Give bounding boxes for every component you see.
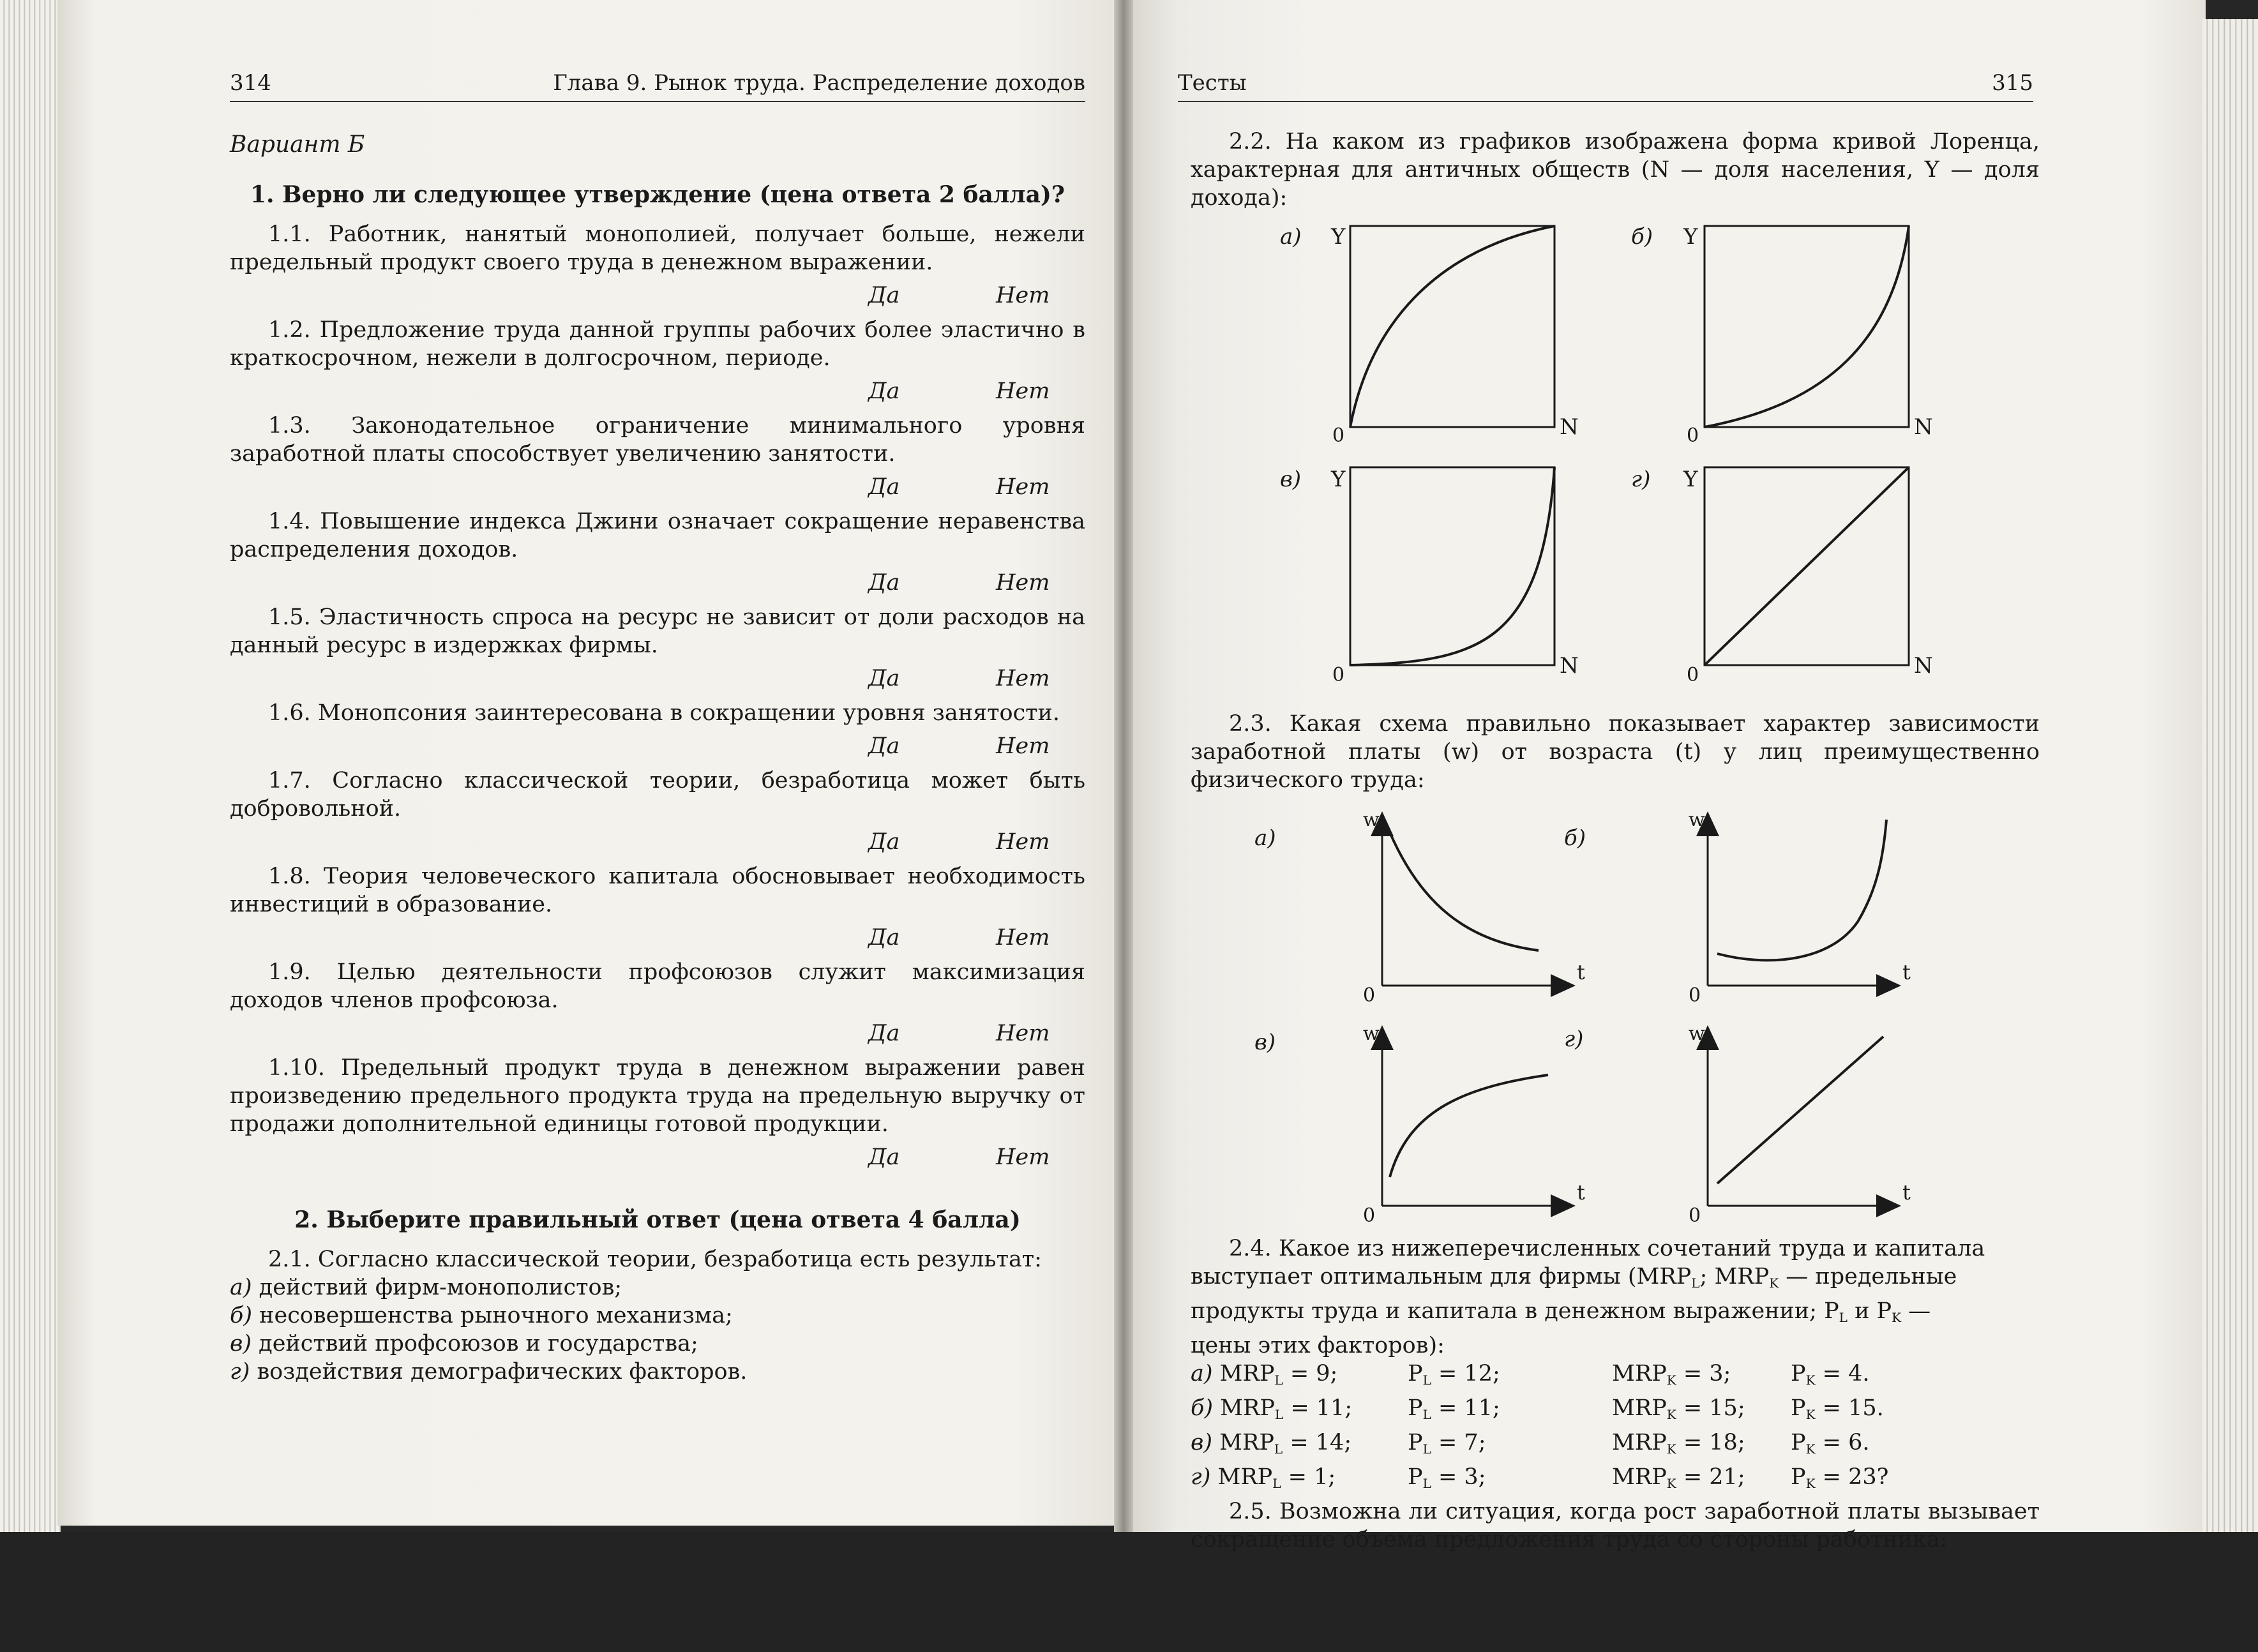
- answer-yes: Да: [868, 1145, 900, 1170]
- wage-graph-v: [1254, 1023, 1585, 1227]
- wage-a-origin: 0: [1363, 984, 1376, 1007]
- answer-yes: Да: [868, 570, 900, 596]
- question-1-9: 1.9. Целью деятельности профсоюзов служит максимизация доходов членов профсоюза.: [230, 959, 1085, 1013]
- wage-g-x-label: t: [1902, 1180, 1911, 1205]
- lorenz-g-line: [1705, 467, 1909, 665]
- left-running-head: [230, 70, 1085, 102]
- section1-title: 1. Верно ли следующее утверждение (цена ответа 2 балла)?: [250, 181, 1065, 208]
- q21-option: г) воздействия демографических факторов.: [230, 1359, 748, 1385]
- answer-yes: Да: [868, 925, 900, 950]
- wage-g-origin: 0: [1689, 1205, 1701, 1227]
- wage-b-curve: [1717, 820, 1886, 960]
- wage-label-a: а): [1254, 825, 1276, 851]
- true-false-questions: [230, 220, 1085, 1171]
- q24-option-mrpk: $MRP_K = 3$;: [1612, 1361, 1731, 1388]
- right-page-number: 315: [1992, 70, 2033, 96]
- q24-line3: продукты труда и капитала в денежном выражении; $P_L$ и $P_K$ —: [1191, 1298, 1931, 1325]
- question-1-1: 1.1. Работник, нанятый монополией, получает больше, нежели предельный продукт своего труда в денежном выражении.: [230, 222, 1085, 275]
- lorenz-v-y-label: Y: [1331, 467, 1346, 492]
- question-1-8: 1.8. Теория человеческого капитала обосновывает необходимость инвестиций в образование.: [230, 864, 1085, 917]
- question-1-3: 1.3. Законодательное ограничение минимального уровня заработной платы способствует увеличению занятости.: [230, 413, 1085, 467]
- question-2-4: [1191, 1235, 2040, 1498]
- left-page-number: 314: [230, 70, 271, 96]
- q24-option-mrpl: г) $MRP_L = 1$;: [1191, 1464, 1336, 1491]
- answer-yes: Да: [868, 1021, 900, 1046]
- lorenz-g-x-label: N: [1914, 653, 1933, 679]
- wage-b-y-label: w: [1689, 809, 1705, 831]
- question-2-4-options: [1191, 1360, 2040, 1498]
- wage-b-origin: 0: [1689, 984, 1701, 1007]
- lorenz-label-b: б): [1631, 224, 1653, 250]
- lorenz-v-box: [1350, 467, 1554, 665]
- question-2-1: 2.1. Согласно классической теории, безработица есть результат:: [268, 1247, 1042, 1272]
- lorenz-a-x-label: N: [1560, 414, 1579, 440]
- answer-no: Нет: [996, 1021, 1050, 1046]
- wage-label-b: б): [1564, 825, 1586, 851]
- q24-option-pk: $P_K = 15$.: [1791, 1395, 1884, 1422]
- lorenz-label-v: в): [1280, 467, 1302, 492]
- q24-option-pl: $P_L = 12$;: [1408, 1361, 1500, 1388]
- q24-option-mrpk: $MRP_K = 21$;: [1612, 1464, 1745, 1491]
- question-1-7: 1.7. Согласно классической теории, безработица может быть добровольной.: [230, 768, 1085, 822]
- lorenz-a-origin: 0: [1332, 424, 1345, 447]
- lorenz-g-origin: 0: [1687, 664, 1699, 686]
- answer-yes: Да: [868, 283, 900, 308]
- question-1-4: 1.4. Повышение индекса Джини означает сокращение неравенства распределения доходов.: [230, 509, 1085, 562]
- wage-graphs-svg: [1191, 794, 2040, 1235]
- question-2-1-options: [230, 1273, 1085, 1386]
- question-1-2: 1.2. Предложение труда данной группы рабочих более эластично в краткосрочном, нежели в долгосрочном, периоде.: [230, 317, 1085, 371]
- q24-line2: выступает оптимальным для фирмы ($MRP_L$; $MRP_K$ — предельные: [1191, 1264, 1957, 1291]
- answer-choices: [230, 924, 1085, 952]
- q21-option: б) несовершенства рыночного механизма;: [230, 1303, 733, 1328]
- lorenz-b-curve: [1705, 226, 1909, 427]
- q24-line1: 2.4. Какое из нижеперечисленных сочетаний труда и капитала: [1229, 1236, 1985, 1261]
- answer-yes: Да: [868, 474, 900, 500]
- answer-no: Нет: [996, 283, 1050, 308]
- left-column: [230, 131, 1085, 1386]
- answer-no: Нет: [996, 925, 1050, 950]
- answer-yes: Да: [868, 829, 900, 855]
- lorenz-label-g: г): [1631, 467, 1651, 492]
- page-edges-right: [2202, 19, 2258, 1564]
- answer-no: Нет: [996, 379, 1050, 404]
- lorenz-v-origin: 0: [1332, 664, 1345, 686]
- wage-label-v: в): [1254, 1030, 1276, 1055]
- answer-yes: Да: [868, 379, 900, 404]
- wage-v-y-label: w: [1363, 1023, 1380, 1045]
- answer-yes: Да: [868, 733, 900, 759]
- answer-choices: [230, 732, 1085, 760]
- wage-g-line: [1717, 1037, 1883, 1183]
- lorenz-graph-b: [1631, 224, 1933, 447]
- question-1-10: 1.10. Предельный продукт труда в денежном выражении равен произведению предельного продукта труда на предельную выручку от продажи дополнительной единицы готовой продукции.: [230, 1055, 1085, 1137]
- lorenz-v-x-label: N: [1560, 653, 1579, 679]
- q24-option-pk: $P_K = 23$?: [1791, 1464, 1889, 1491]
- q24-line4: цены этих факторов):: [1191, 1333, 1445, 1358]
- right-running-title: Тесты: [1178, 70, 1247, 96]
- page-edges-left: [0, 0, 61, 1551]
- lorenz-a-box: [1350, 226, 1554, 427]
- q24-option-mrpk: $MRP_K = 18$;: [1612, 1430, 1745, 1457]
- wage-v-curve: [1390, 1075, 1548, 1177]
- question-2-5: 2.5. Возможна ли ситуация, когда рост заработной платы вызывает сокращение объема предложения труда со стороны работника:: [1191, 1499, 2040, 1552]
- lorenz-graphs: [1191, 212, 2040, 710]
- question-2-3: 2.3. Какая схема правильно показывает характер зависимости заработной платы (w) от возраста (t) у лиц преимущественно физического труда:: [1191, 711, 2040, 793]
- wage-graph-b: [1564, 809, 1911, 1007]
- q24-option-pk: $P_K = 4$.: [1791, 1361, 1870, 1388]
- wage-a-y-label: w: [1363, 809, 1380, 831]
- variant-heading: Вариант Б: [230, 131, 365, 158]
- answer-no: Нет: [996, 829, 1050, 855]
- answer-no: Нет: [996, 570, 1050, 596]
- wage-graph-g: [1564, 1023, 1911, 1227]
- lorenz-b-y-label: Y: [1683, 224, 1698, 250]
- lorenz-graph-g: [1631, 467, 1933, 686]
- lorenz-v-curve: [1350, 467, 1554, 665]
- lorenz-graph-a: [1280, 224, 1579, 447]
- q21-option: в) действий профсоюзов и государства;: [230, 1331, 698, 1356]
- q21-option: а) действий фирм-монополистов;: [230, 1275, 622, 1300]
- q24-option-pl: $P_L = 3$;: [1408, 1464, 1486, 1491]
- answer-no: Нет: [996, 1145, 1050, 1170]
- book-gutter: [1114, 0, 1133, 1558]
- answer-choices: [230, 473, 1085, 501]
- answer-yes: Да: [868, 666, 900, 691]
- lorenz-graph-v: [1280, 467, 1579, 686]
- wage-a-x-label: t: [1577, 960, 1585, 984]
- wage-b-x-label: t: [1902, 960, 1911, 984]
- lorenz-graphs-svg: [1191, 212, 2040, 710]
- wage-label-g: г): [1564, 1026, 1584, 1052]
- lorenz-b-x-label: N: [1914, 414, 1933, 440]
- left-running-title: Глава 9. Рынок труда. Распределение доходов: [553, 70, 1085, 96]
- answer-no: Нет: [996, 733, 1050, 759]
- q24-option-mrpk: $MRP_K = 15$;: [1612, 1395, 1745, 1422]
- answer-choices: [230, 1019, 1085, 1048]
- wage-a-curve: [1390, 832, 1539, 950]
- wage-g-y-label: w: [1689, 1023, 1705, 1045]
- answer-no: Нет: [996, 474, 1050, 500]
- q24-option-pl: $P_L = 11$;: [1408, 1395, 1500, 1422]
- wage-graphs: [1191, 794, 2040, 1235]
- answer-choices: [230, 828, 1085, 856]
- q24-option-mrpl: в) $MRP_L = 14$;: [1191, 1430, 1352, 1457]
- right-column: [1191, 128, 2040, 1554]
- wage-v-origin: 0: [1363, 1205, 1376, 1227]
- answer-choices: [230, 1143, 1085, 1171]
- wage-graph-a: [1254, 809, 1585, 1007]
- question-1-5: 1.5. Эластичность спроса на ресурс не зависит от доли расходов на данный ресурс в издержках фирмы.: [230, 604, 1085, 658]
- lorenz-g-y-label: Y: [1683, 467, 1698, 492]
- lorenz-a-y-label: Y: [1331, 224, 1346, 250]
- lorenz-b-box: [1705, 226, 1909, 427]
- wage-v-x-label: t: [1577, 1180, 1585, 1205]
- answer-no: Нет: [996, 666, 1050, 691]
- answer-choices: [230, 569, 1085, 597]
- q24-option-pl: $P_L = 7$;: [1408, 1430, 1486, 1457]
- q24-option-mrpl: б) $MRP_L = 11$;: [1191, 1395, 1353, 1422]
- lorenz-b-origin: 0: [1687, 424, 1699, 447]
- section2-title: 2. Выберите правильный ответ (цена ответа 4 балла): [294, 1206, 1021, 1233]
- answer-choices: [230, 282, 1085, 310]
- q24-option-mrpl: а) $MRP_L = 9$;: [1191, 1361, 1338, 1388]
- right-running-head: [1178, 70, 2033, 102]
- question-1-6: 1.6. Монопсония заинтересована в сокращении уровня занятости.: [268, 700, 1060, 726]
- lorenz-a-curve: [1350, 226, 1554, 427]
- answer-choices: [230, 665, 1085, 693]
- lorenz-label-a: а): [1280, 224, 1302, 250]
- answer-choices: [230, 377, 1085, 405]
- q24-option-pk: $P_K = 6$.: [1791, 1430, 1870, 1457]
- question-2-2: 2.2. На каком из графиков изображена форма кривой Лоренца, характерная для античных обществ (N — доля населения, Y — доля дохода):: [1191, 129, 2040, 211]
